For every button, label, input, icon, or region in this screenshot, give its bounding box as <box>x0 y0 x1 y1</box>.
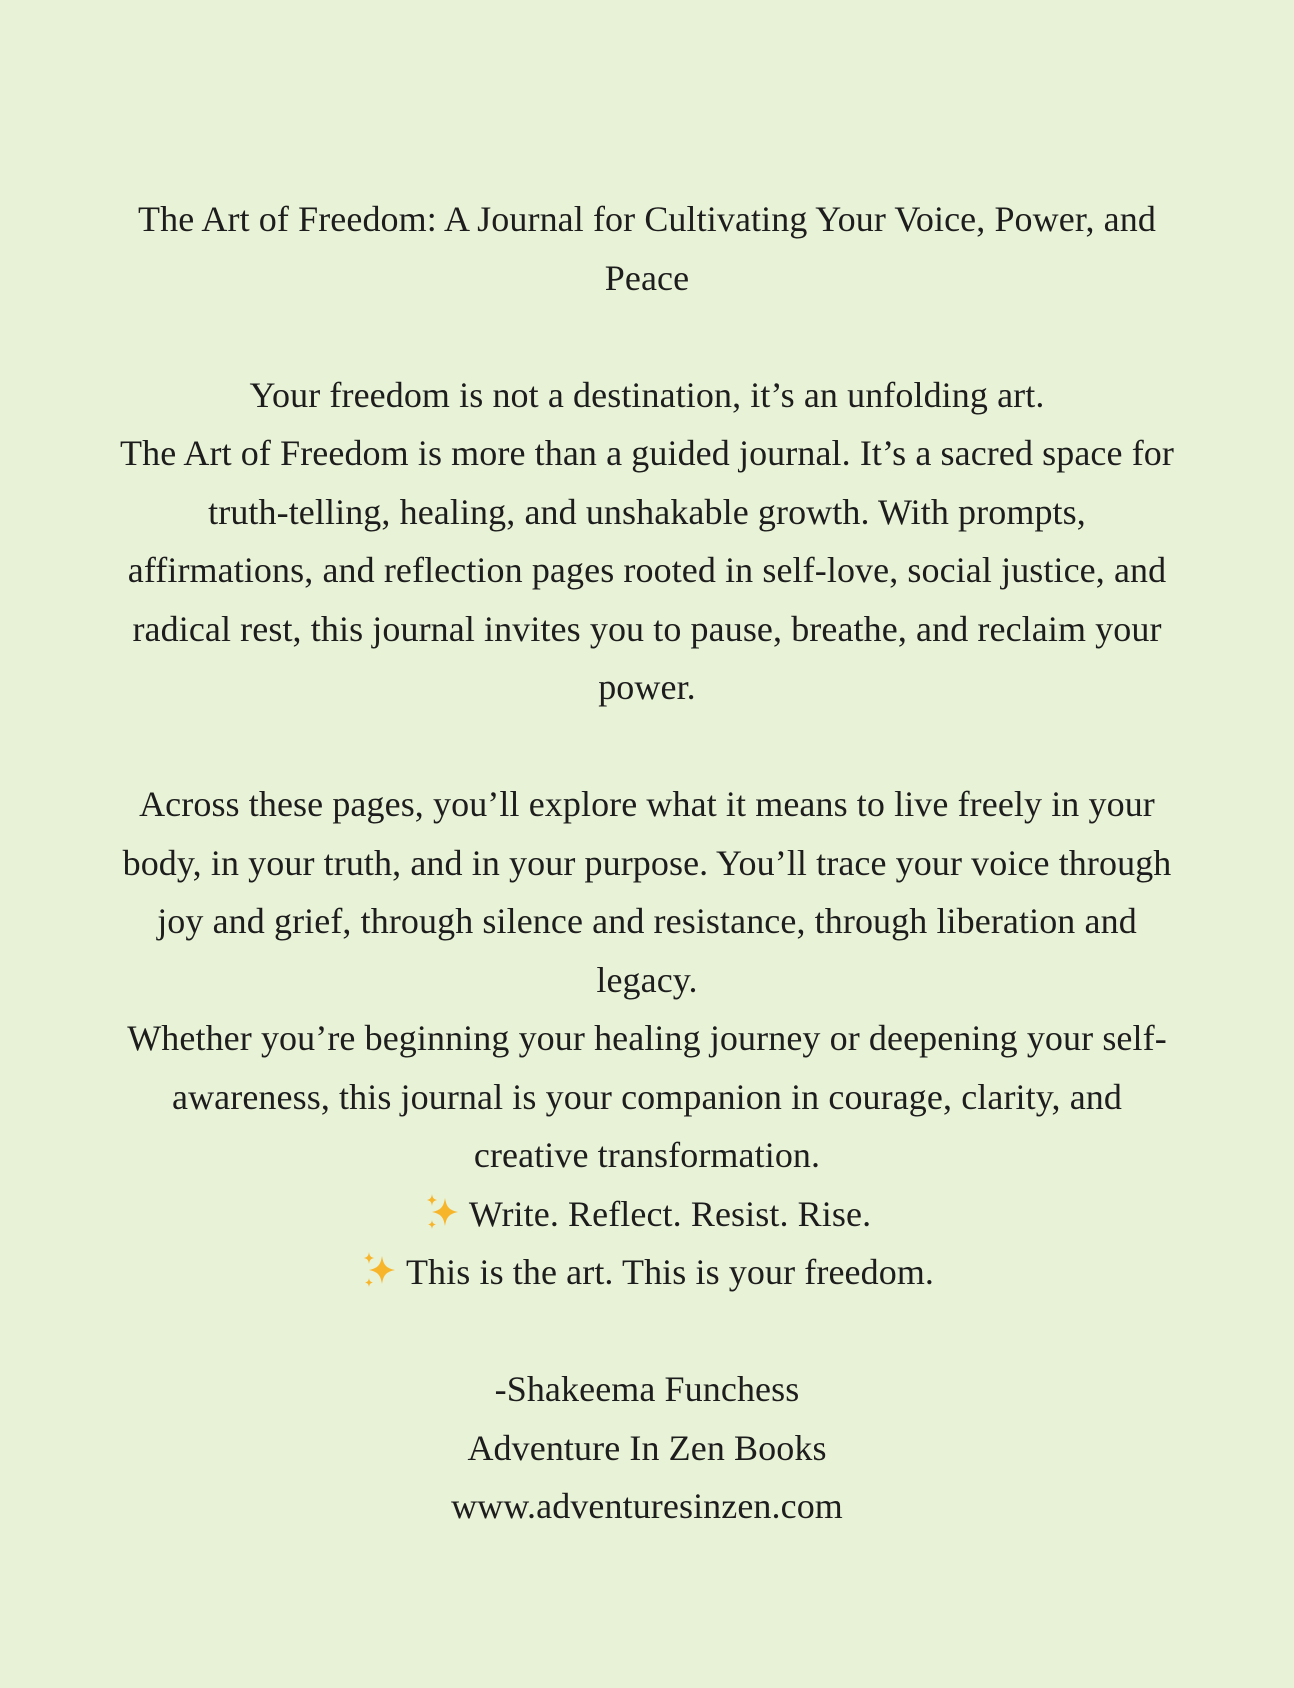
body-paragraph-1: Across these pages, you’ll explore what it means to live freely in your body, in your truth, and in your purpose. You’ll trace your voice through joy and grief, through silence and resistance, through liberation and legacy. <box>122 784 1172 1000</box>
publisher-name: Adventure In Zen Books <box>467 1427 827 1468</box>
spacer <box>120 307 1174 366</box>
content-block <box>120 190 1174 1536</box>
page-title: The Art of Freedom: A Journal for Cultivating Your Voice, Power, and Peace <box>138 199 1156 298</box>
intro-paragraph: The Art of Freedom is more than a guided journal. It’s a sacred space for truth-telling, healing, and unshakable growth. With prompts, affirmations, and reflection pages rooted in self-love, social justice, and radical rest, this journal invites you to pause, breathe, and reclaim your power. <box>120 433 1174 707</box>
sparkles-icon <box>423 1192 463 1232</box>
motto-line-1 <box>120 1185 1174 1244</box>
website-link[interactable]: www.adventuresinzen.com <box>451 1486 843 1526</box>
spacer <box>120 1302 1174 1361</box>
motto-text-1: Write. Reflect. Resist. Rise. <box>468 1193 872 1234</box>
motto-line-2 <box>120 1243 1174 1302</box>
author-signature: -Shakeema Funchess <box>494 1369 800 1409</box>
motto-text-2: This is the art. This is your freedom. <box>405 1252 935 1292</box>
body-paragraph-2: Whether you’re beginning your healing journey or deepening your self-awareness, this journal is your companion in courage, clarity, and creative transformation. <box>127 1018 1167 1175</box>
spacer <box>120 717 1174 776</box>
sparkles-icon <box>360 1250 400 1290</box>
intro-tagline: Your freedom is not a destination, it’s an unfolding art. <box>249 374 1045 415</box>
